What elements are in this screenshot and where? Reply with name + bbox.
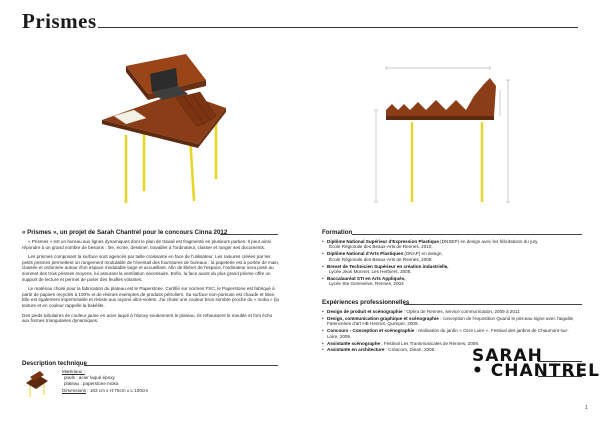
experience-heading-rule [404,304,582,305]
paragraph-intro: « Prismes » est un bureau aux lignes dynamiques dont le plan de travail est fragmenté en plusieurs parties. Il peut ainsi répondre à un grand nombre de besoins : lire, écrire, dessiner, travailler à l'ordinateur, classer et ranger ses documents. [22,239,271,250]
experience-heading: Expériences professionnelles [322,299,410,306]
formation-item: • Baccalauréat STI en Arts Appliqués, Lycée Ste Geneviève, Rennes, 2004 [322,276,578,287]
material-legs: pieds : acier laqué époxy [64,374,115,380]
experience-item: • Assistante en architecture : Créacom, Dinan, 2005. [322,347,578,352]
formation-item: • Diplôme National d'Arts Plastiques (DNAP) en design, École Régionale des Beaux-Arts de Rennes, 2008. [322,251,578,262]
brand-line2: • CHANTREL [472,361,600,381]
formation-item: • Diplôme National Supérieur d'Expression Plastique (DNSEP) en design avec les félicitations du jury, École Régionale des Beaux-Arts de Rennes, 2010. [322,239,578,250]
desk-thumbnail [24,369,50,399]
project-heading-rule [220,234,278,235]
experience-item: • Design, communication graphique et scénographie : conception de l'exposition Quand le pinceau signe avec l'aiguille, Faïenceries d'art HB Henriot, Quimper, 2009. [322,316,578,327]
brand-rule-bottom [538,376,582,377]
materials-label: Matériaux : [62,369,85,374]
desk-perspective-render [88,50,238,210]
paragraph-legs: Des pieds tubulaires de couleur jaune en acier laqué à l'époxy soutiennent le plateau. Ils rehaussent le meuble et font écho aux formes triangulaires dynamiques. [22,312,273,324]
technical-heading-rule [84,365,278,366]
experience-item: • Concours - Conception et scénographie : réalisation du jardin « Ocre Loire », Festival des jardins de Chaumont-sur-Loire, 2009. [322,328,578,339]
experience-item: • Assistante scénographe : Festival Les Transmusicales de Rennes, 2009. [322,341,578,346]
technical-heading: Description technique [22,360,87,367]
brand-logo [472,346,600,381]
brand-rule-top [538,361,582,362]
elevation-legs [412,122,482,202]
formation-item: • Brevet de Technicien Supérieur en création industrielle, Lycée Jean Monnet, Les Herbiers, 2006. [322,264,578,275]
desk-side-elevation [372,60,522,210]
project-description [22,239,280,328]
dimensions-line [62,388,212,394]
formation-heading: Formation [322,229,353,236]
page-number: 1 [585,405,588,411]
brand-line1: SARAH [472,346,543,366]
technical-details [62,369,212,394]
paragraph-prisms: Les prismes composant la surface sont agencés par taille croissante en face de l'utilisateur. Les rainures créées par les petits prismes permettent un rangement modulable de l'éventail des fournitures de bureaux : la papeterie est à portée de main, classée et ordonnée autour d'un espace modulable large et accueillant. Afin de libérer de l'espace, l'ordinateur sera posé au sommet des trois prismes moyens, lui assurant la ventilation nécessaire. Enfin, la face avant du plus grand prisme offre un support de lecture et permet de poser des feuilles volantes. [22,254,280,282]
project-heading: « Prismes », un projet de Sarah Chantrel pour le concours Cinna 2012 [22,229,228,236]
elevation-top-profile [386,78,496,116]
dimensions-label: Dimensions [62,388,86,394]
material-top: plateau : paperstone moka [64,380,119,386]
dimensions-value: : 183 cm x H:75cm x L:100cm [86,388,149,394]
experience-item: • Design de produit et scénographie : Opéra de Rennes, service communication, 2009 à 2011 [322,309,578,314]
formation-heading-rule [352,234,582,235]
page-title: Prismes [22,9,97,33]
paragraph-material: Le matériau choisi pour la fabrication du plateau est le Paperstone. Certifié sur normes FSC, le Paperstone est fabriqué à partir de papiers recyclés à 100% et de résines exemptes de produits pétroliers. Sa surface non-poreuse est chaude et lisse. Elle est également imperméable et résiste aux rayons ultra-violets. J'ai choisi une couleur brun sombre proche du « moka » (la texture et en couleur rappelle la bakélite. [22,286,279,308]
formation-list [322,239,578,288]
title-rule [98,27,578,28]
